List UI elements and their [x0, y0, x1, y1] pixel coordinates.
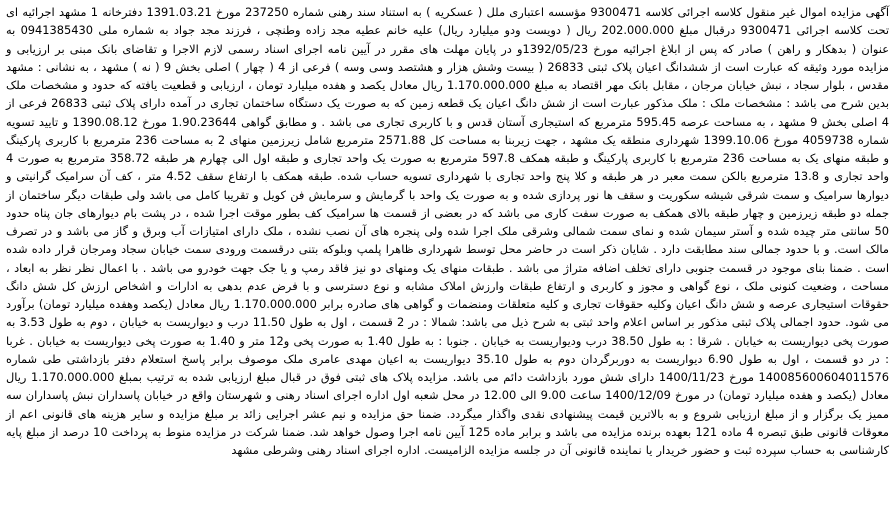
notice-body-text: آگهی مزایده اموال غیر منقول کلاسه اجرائی کلاسه 9300471 مؤسسه اعتباری ملل ( عسکریه ) به استناد سند رهنی شماره 237250 مورخ 1391.03.21 دفترخانه 1 مشهد اجرائیه ای تحت کلاسه اجرائی 9300471 درقبال مبلغ 202.000.000 ریال ( دویست ودو میلیارد ریال) علیه خانم عطیه مجد زاده وطنچی ، فرزند مجد جواد به شماره ملی 0941385430 به عنوان ( بدهکار و راهن ) صادر که پس از ابلاغ اجرائیه مورخ 1392/05/23و در پایان مهلت های مقرر در آیین نامه اجرای اسناد رسمی لازم الاجرا و تقاضای بانک مبنی بر ارزیابی و مزایده مورد وثیقه که عبارت است از ششدانگ اعیان پلاک ثبتی 26833 ( بیست وشش هزار و هشتصد وسی وسه ) فرعی از 4 ( چهار ) اصلی بخش 9 ( نه ) مشهد ، به نشانی : مشهد مقدس ، بلوار سجاد ، نبش خیابان مرجان ، مقابل بانک مهر اقتصاد به مبلغ 1.170.000.000 ریال معادل یکصد و هفده میلیارد تومان ، ارزیابی و قطعیت یافته که حدود و مشخصات ملک بدین شرح می باشد : مشخصات ملک : ملک مذکور عبارت است از شش دانگ اعیان یک قطعه زمین که به صورت یک دستگاه ساختمان تجاری در آمده دارای پلاک ثبتی 26833 فرعی از 4 اصلی بخش 9 مشهد ، به مساحت عرصه 595.45 مترمربع که استیجاری آستان قدس و با کاربری تجاری می باشد . و مطابق گواهی 1.90.23644 مورخ 1390.08.12 و تایید تسویه شماره 4059738 مورخ 1399.10.06 شهرداری منطقه یک مشهد ، جهت زیربنا به مساحت کل 2571.88 مترمربع شامل زیرزمین منهای 2 به مساحت 236 مترمربع با کاربری پارکینگ و طبقه منهای یک به مساحت 236 مترمربع با کاربری پارکینگ و طبقه همکف 597.8 مترمربع به صورت یک واحد تجاری و طبقه اول الی چهارم هر طبقه 358.72 مترمربع به صورت 4 واحد تجاری و 13.8 مترمربع بالکن سمت معبر در هر طبقه و کلا پنج واحد تجاری با شهرداری تسویه حساب شده. طبقه همکف با ارتفاع سقف 4.52 متر ، کف آن سرامیک گرانیتی و دیوارها سرامیک و سمت شرقی شیشه سکوریت و سقف ها نور پردازی شده و به صورت یک واحد با گرمایش و سرمایش فن کویل و تقریبا کامل می باشد ولی طبقات دیگر ساختمان از جمله دو طبقه زیرزمین و چهار طبقه بالای همکف به صورت سفت کاری می باشد که در بعضی از قسمت ها سرامیک کف بطور موقت اجرا شده ، در پشت بام دیوارهای جان پناه حدود 50 سانتی متر چیده شده و آستر سیمان شده و نمای سمت شمالی وشرقی ملک اجرا شده ولی پنجره های آن نصب نشده ، ملک دارای امتیازات آب وبرق و گاز می باشد و در تصرف مالک است. و با حدود جمالی سند مطابقت دارد . شایان ذکر است در حاضر محل توسط شهرداری ظاهرا پلمپ وبلوکه بتنی درقسمت ورودی سمت خیابان سجاد ومرجان قرار داده شده است . ضمنا بنای موجود در قسمت جنوبی دارای تخلف اضافه متراژ می باشد . طبقات منهای یک ومنهای دو نیز فاقد رمپ و یا جک جهت خودرو می باشد . با اعمال نظر نظر به ابعاد ، مساحت ، وضعیت کنونی ملک ، نوع گواهی و مجوز و کاربری و ارتفاع طبقات وارزش املاک مشابه و نوع دسترسی و با فرض عدم بدهی به ادارات و اشخاص ارزش کل شش دانگ حقوقات استیجاری عرصه و شش دانگ اعیان وکلیه حقوقات تجاری و کلیه متعلقات ومنضمات و گواهی های صادره برابر 1.170.000.000 ریال معادل (یکصد وهفده میلیارد تومان) برآورد می شود. حدود اجمالی پلاک ثبتی مذکور بر اساس اعلام واحد ثبتی به شرح ذیل می باشد: شمالا : در 2 قسمت ، اول به طول 11.50 درب و دیواریست به خیابان ، دوم به طول 3.53 به صورت پخی دیواریست به خیابان . شرقا : به طول 38.50 درب ودیواریست به خیابان . جنوبا : به طول 1.40 به صورت پخی و12 متر و 1.40 به صورت پخی دیواریست به خیابان . غربا : در دو قسمت ، اول به طول 6.90 دیواریست به دوربرگردان دوم به طول 35.10 دیواریست به اعیان مهدی عامری ملک موصوف برابر پاسخ استعلام دفتر بازداشتی طی شماره 140085600604011576 مورخ 1400/11/23 دارای شش مورد بازداشت دائم می باشد. مزایده پلاک های ثبتی فوق در قبال مبلغ ارزیابی شده به ترتیب بمبلغ 1.170.000.000 ریال معادل (یکصد و هفده میلیارد تومان) در مورخ 1400/12/09 ساعت 9.00 الی 12.00 در محل شعبه اول اداره اجرای اسناد رهنی و شهرستان واقع در خیابان پاسداران نبش پاسداران سه ممیز یک برگزار و از مبلغ ارزیابی شروع و به بالاترین قیمت پیشنهادی نقدی واگذار میگردد. ضمنا حق مزایده و نیم عشر اجرایی زائد بر مبلغ مزایده و سایر هزینه های قانونی اعم از معوقات قانونی طبق تبصره 4 ماده 121 بعهده برنده مزایده می باشد و برابر ماده 125 آیین نامه اجرا وصول خواهد شد. ضمنا شرکت در مزایده منوط به پرداخت 10 درصد از مبلغ پایه کارشناسی به حساب سپرده ثبت و حضور خریدار یا نماینده قانونی آن در جلسه مزایده الزامیست. اداره اجرای اسناد رهنی وشرطی مشهد: [6, 5, 890, 457]
